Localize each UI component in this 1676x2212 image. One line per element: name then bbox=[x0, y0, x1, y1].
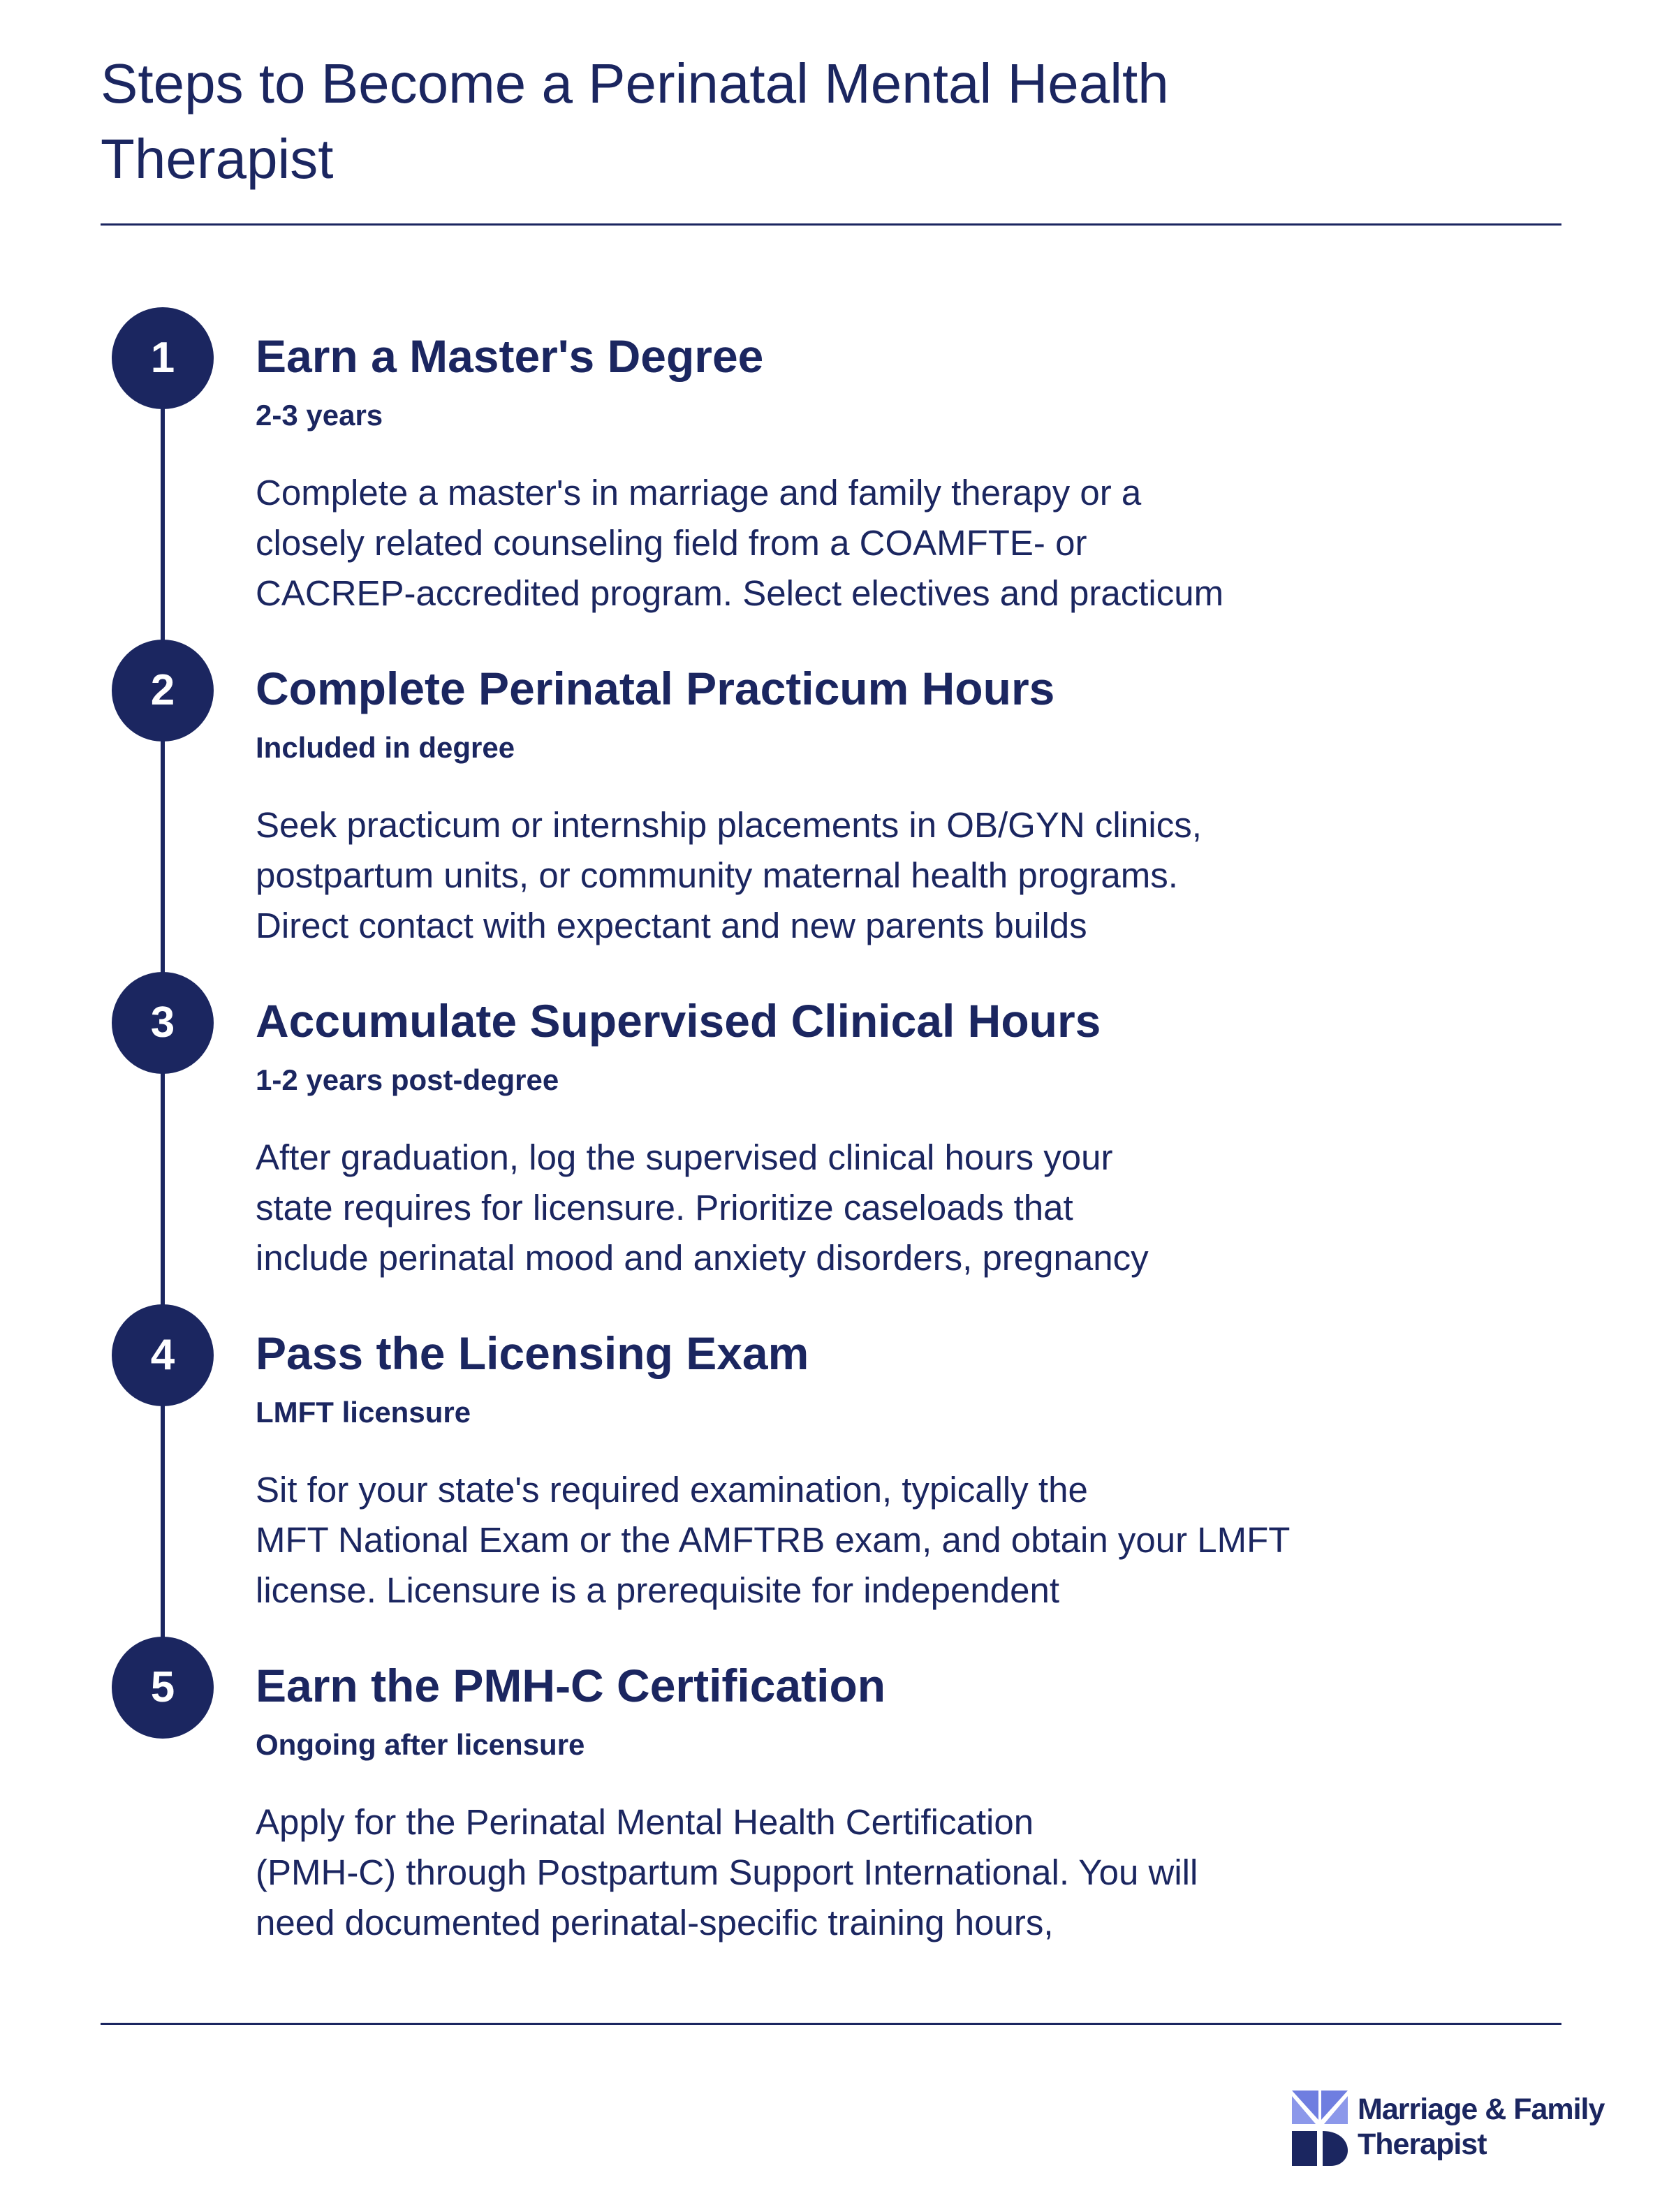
step-3 bbox=[0, 972, 1676, 1278]
step-description-line: Sit for your state's required examination, typically the bbox=[256, 1470, 1088, 1510]
brand-name bbox=[1358, 2092, 1604, 2162]
step-title: Complete Perinatal Practicum Hours bbox=[256, 663, 1055, 714]
footer-divider bbox=[101, 2023, 1561, 2025]
brand-name-line-2: Therapist bbox=[1358, 2128, 1487, 2161]
step-description bbox=[256, 1797, 1513, 1948]
step-number-badge: 2 bbox=[112, 640, 214, 742]
step-5 bbox=[0, 1637, 1676, 1942]
step-number-badge: 4 bbox=[112, 1304, 214, 1406]
step-duration: Ongoing after licensure bbox=[256, 1728, 585, 1761]
step-title: Accumulate Supervised Clinical Hours bbox=[256, 995, 1101, 1047]
step-description-line: postpartum units, or community maternal health programs. bbox=[256, 855, 1178, 895]
step-description-line: need documented perinatal-specific training hours, bbox=[256, 1903, 1054, 1942]
step-description-line: closely related counseling field from a COAMFTE- or bbox=[256, 523, 1087, 563]
step-duration: 1-2 years post-degree bbox=[256, 1063, 559, 1096]
step-description-line: Seek practicum or internship placements in OB/GYN clinics, bbox=[256, 805, 1202, 845]
step-duration: LMFT licensure bbox=[256, 1396, 471, 1429]
marriage-family-therapist-logo-icon bbox=[1291, 2089, 1349, 2167]
page-title-line-1: Steps to Become a Perinatal Mental Health bbox=[101, 52, 1169, 115]
step-description-line: state requires for licensure. Prioritize caseloads that bbox=[256, 1188, 1073, 1227]
step-description-line: (PMH-C) through Postpartum Support International. You will bbox=[256, 1852, 1198, 1892]
step-1 bbox=[0, 307, 1676, 613]
step-description-line: MFT National Exam or the AMFTRB exam, and obtain your LMFT bbox=[256, 1520, 1291, 1560]
step-description-line: After graduation, log the supervised clinical hours your bbox=[256, 1137, 1113, 1177]
brand-name-line-1: Marriage & Family bbox=[1358, 2093, 1605, 2126]
step-description bbox=[256, 1133, 1513, 1283]
brand-footer bbox=[1291, 2089, 1605, 2180]
step-number-badge: 5 bbox=[112, 1637, 214, 1739]
step-2 bbox=[0, 640, 1676, 945]
page-title bbox=[101, 46, 1427, 197]
step-title: Pass the Licensing Exam bbox=[256, 1327, 809, 1379]
step-number-badge: 1 bbox=[112, 307, 214, 409]
step-description-line: Direct contact with expectant and new parents builds bbox=[256, 906, 1087, 945]
step-title: Earn the PMH-C Certification bbox=[256, 1660, 886, 1711]
step-duration: 2-3 years bbox=[256, 399, 383, 432]
step-description-line: license. Licensure is a prerequisite for independent bbox=[256, 1570, 1060, 1610]
step-description-line: Apply for the Perinatal Mental Health Certification bbox=[256, 1802, 1034, 1842]
step-4 bbox=[0, 1304, 1676, 1610]
step-description-line: Complete a master's in marriage and family therapy or a bbox=[256, 473, 1142, 513]
step-description-line: CACREP-accredited program. Select electives and practicum bbox=[256, 573, 1224, 613]
header-divider bbox=[101, 223, 1561, 226]
step-title: Earn a Master's Degree bbox=[256, 330, 764, 382]
step-duration: Included in degree bbox=[256, 731, 515, 764]
step-number-badge: 3 bbox=[112, 972, 214, 1074]
step-description bbox=[256, 468, 1513, 619]
step-description bbox=[256, 1465, 1513, 1616]
page-title-line-2: Therapist bbox=[101, 128, 334, 190]
step-description-line: include perinatal mood and anxiety disorders, pregnancy bbox=[256, 1238, 1149, 1278]
step-description bbox=[256, 800, 1513, 951]
